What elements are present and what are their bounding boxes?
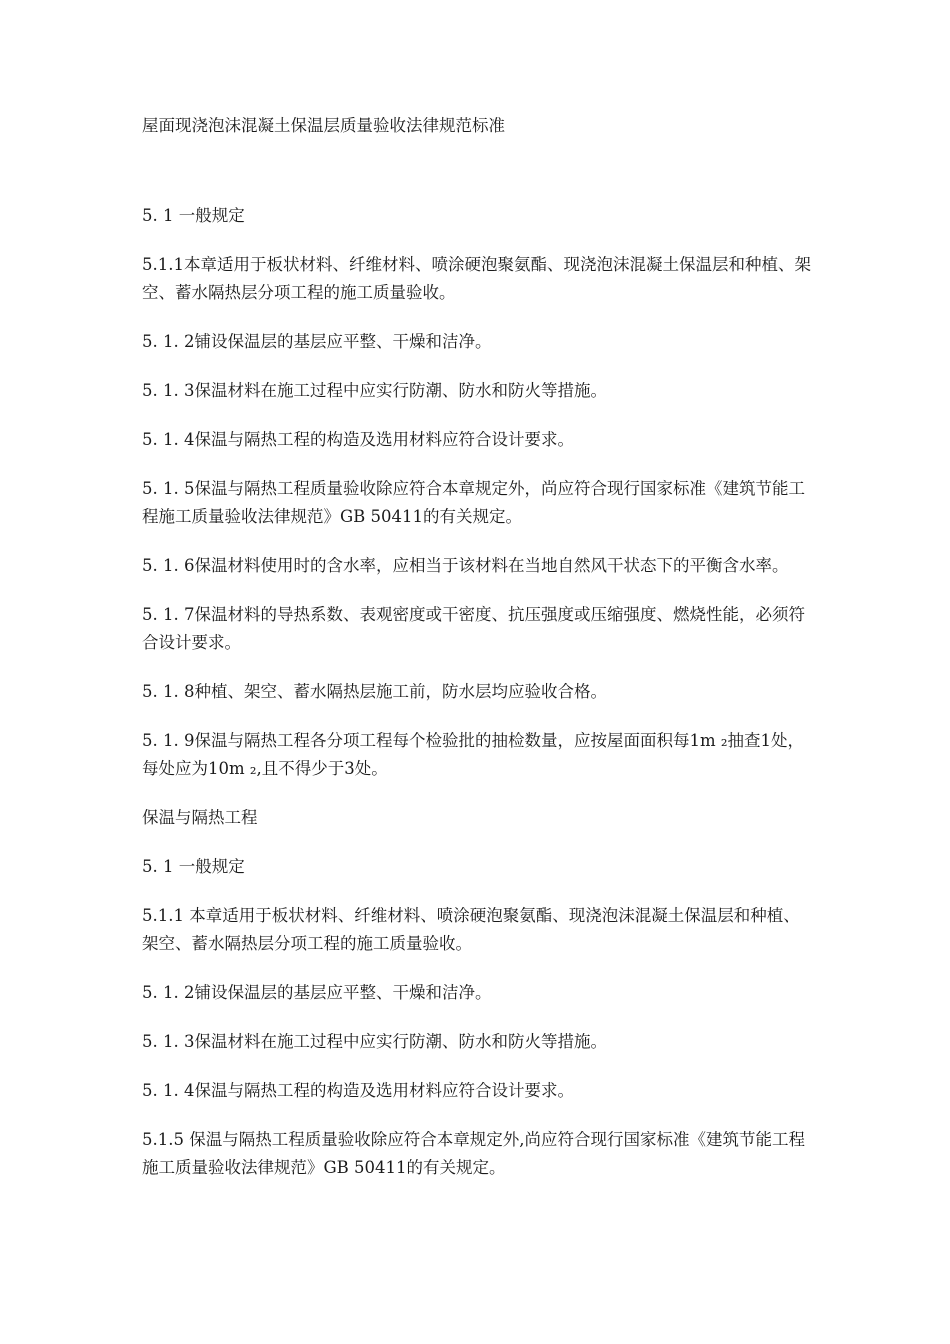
clause-5-1-1: 5.1.1本章适用于板状材料、纤维材料、喷涂硬泡聚氨酯、现浇泡沫混凝土保温层和种植、架空、蓄水隔热层分项工程的施工质量验收。 [142,255,811,302]
clause-5-1-1-repeat: 5.1.1 本章适用于板状材料、纤维材料、喷涂硬泡聚氨酯、现浇泡沫混凝土保温层和种植、架空、蓄水隔热层分项工程的施工质量验收。 [142,906,800,953]
clause-5-1-4-repeat: 5. 1. 4保温与隔热工程的构造及选用材料应符合设计要求。 [142,1081,574,1100]
clause-5-1-4: 5. 1. 4保温与隔热工程的构造及选用材料应符合设计要求。 [142,430,574,449]
clause-5-1-2-repeat: 5. 1. 2铺设保温层的基层应平整、干燥和洁净。 [142,983,492,1002]
section-heading-5-1: 5. 1 一般规定 [142,206,245,225]
clause-5-1-3: 5. 1. 3保温材料在施工过程中应实行防潮、防水和防火等措施。 [142,381,607,400]
clause-5-1-5-repeat: 5.1.5 保温与隔热工程质量验收除应符合本章规定外,尚应符合现行国家标准《建筑节能工程施工质量验收法律规范》GB 50411的有关规定。 [142,1130,805,1177]
clause-5-1-9: 5. 1. 9保温与隔热工程各分项工程每个检验批的抽检数量，应按屋面面积每1m ₂抽查1处，每处应为10m ₂,且不得少于3处。 [142,731,804,778]
document-body [142,112,814,1203]
section-heading-5-1-repeat: 5. 1 一般规定 [142,857,245,876]
clause-5-1-7: 5. 1. 7保温材料的导热系数、表观密度或干密度、抗压强度或压缩强度、燃烧性能，必须符合设计要求。 [142,605,805,652]
clause-5-1-2: 5. 1. 2铺设保温层的基层应平整、干燥和洁净。 [142,332,492,351]
document-title: 屋面现浇泡沫混凝土保温层质量验收法律规范标准 [142,116,505,135]
clause-5-1-5: 5. 1. 5保温与隔热工程质量验收除应符合本章规定外，尚应符合现行国家标准《建筑节能工程施工质量验收法律规范》GB 50411的有关规定。 [142,479,805,526]
clause-5-1-6: 5. 1. 6保温材料使用时的含水率，应相当于该材料在当地自然风干状态下的平衡含水率。 [142,556,789,575]
clause-5-1-8: 5. 1. 8种植、架空、蓄水隔热层施工前，防水层均应验收合格。 [142,682,607,701]
section-heading-insulation: 保温与隔热工程 [142,808,258,827]
clause-5-1-3-repeat: 5. 1. 3保温材料在施工过程中应实行防潮、防水和防火等措施。 [142,1032,607,1051]
